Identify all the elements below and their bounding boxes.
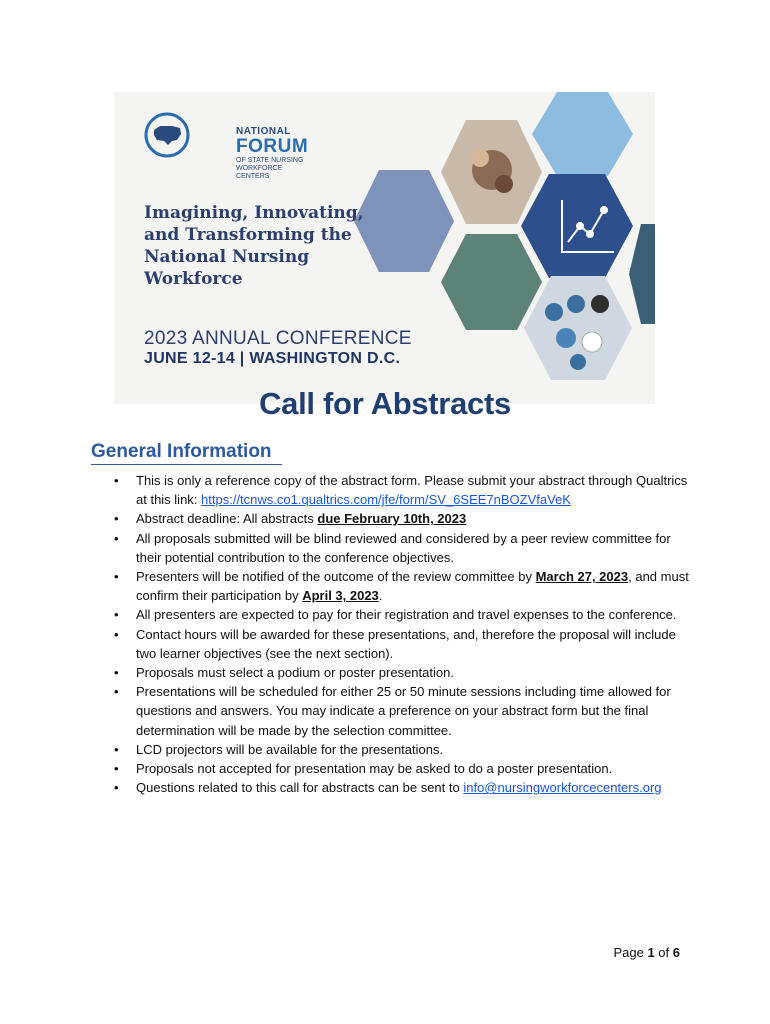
conference-banner <box>114 92 655 404</box>
list-item: • Proposals not accepted for presentation may be asked to do a poster presentation. <box>114 761 613 777</box>
org-name-line1: NATIONAL <box>236 126 291 137</box>
list-item: • All proposals submitted will be blind reviewed and considered by a peer review committee for their potential contribution to the conference objectives. <box>114 530 671 565</box>
list-item: • Questions related to this call for abstracts can be sent to info@nursingworkforcecenters.org <box>114 780 662 796</box>
list-item: • Presenters will be notified of the outcome of the review committee by March 27, 2023, and must confirm their participation by April 3, 2023. <box>114 569 689 604</box>
list-item: • Proposals must select a podium or poster presentation. <box>114 665 454 681</box>
org-name-line3: OF STATE NURSING WORKFORCE CENTERS <box>236 157 304 180</box>
general-info-list <box>110 471 690 797</box>
list-item: • Contact hours will be awarded for these presentations, and, therefore the proposal will include two learner objectives (see the next section). <box>114 626 676 661</box>
list-item: • LCD projectors will be available for the presentations. <box>114 741 444 757</box>
sage-hexagon <box>441 234 542 330</box>
list-item: • Abstract deadline: All abstracts due February 10th, 2023 <box>114 511 467 527</box>
email-link[interactable]: info@nursingworkforcecenters.org <box>463 780 662 796</box>
list-item: • All presenters are expected to pay for their registration and travel expenses to the conference. <box>114 607 677 623</box>
teal-hexagon <box>629 224 655 324</box>
conference-date: JUNE 12-14 | WASHINGTON D.C. <box>144 350 401 367</box>
section-underline <box>91 464 282 465</box>
slate-hexagon <box>354 170 454 272</box>
page-number: Page 1 of 6 <box>613 945 680 960</box>
list-item: • This is only a reference copy of the abstract form. Please submit your abstract through Qualtrics at this link: https://tcnws.co1.qualtrics.com/jfe/form/SV_6SEE7nBOZVfaVeK <box>114 473 688 508</box>
us-map-icon <box>144 112 190 158</box>
section-heading: General Information <box>91 441 272 462</box>
list-item: • Presentations will be scheduled for either 25 or 50 minute sessions including time allowed for questions and answers. You may indicate a preference on your abstract form but the final determination will be made by the selection committee. <box>114 684 671 738</box>
organization-logo <box>144 108 344 180</box>
sky-hexagon <box>532 92 633 176</box>
org-name-line2: FORUM <box>236 136 309 157</box>
conference-name: 2023 ANNUAL CONFERENCE <box>144 328 412 349</box>
page-title: Call for Abstracts <box>259 386 511 421</box>
qualtrics-link[interactable]: https://tcnws.co1.qualtrics.com/jfe/form/SV_6SEE7nBOZVfaVeK <box>201 492 571 508</box>
conference-tagline: Imagining, Innovating, and Transforming the National Nursing Workforce <box>144 203 364 289</box>
